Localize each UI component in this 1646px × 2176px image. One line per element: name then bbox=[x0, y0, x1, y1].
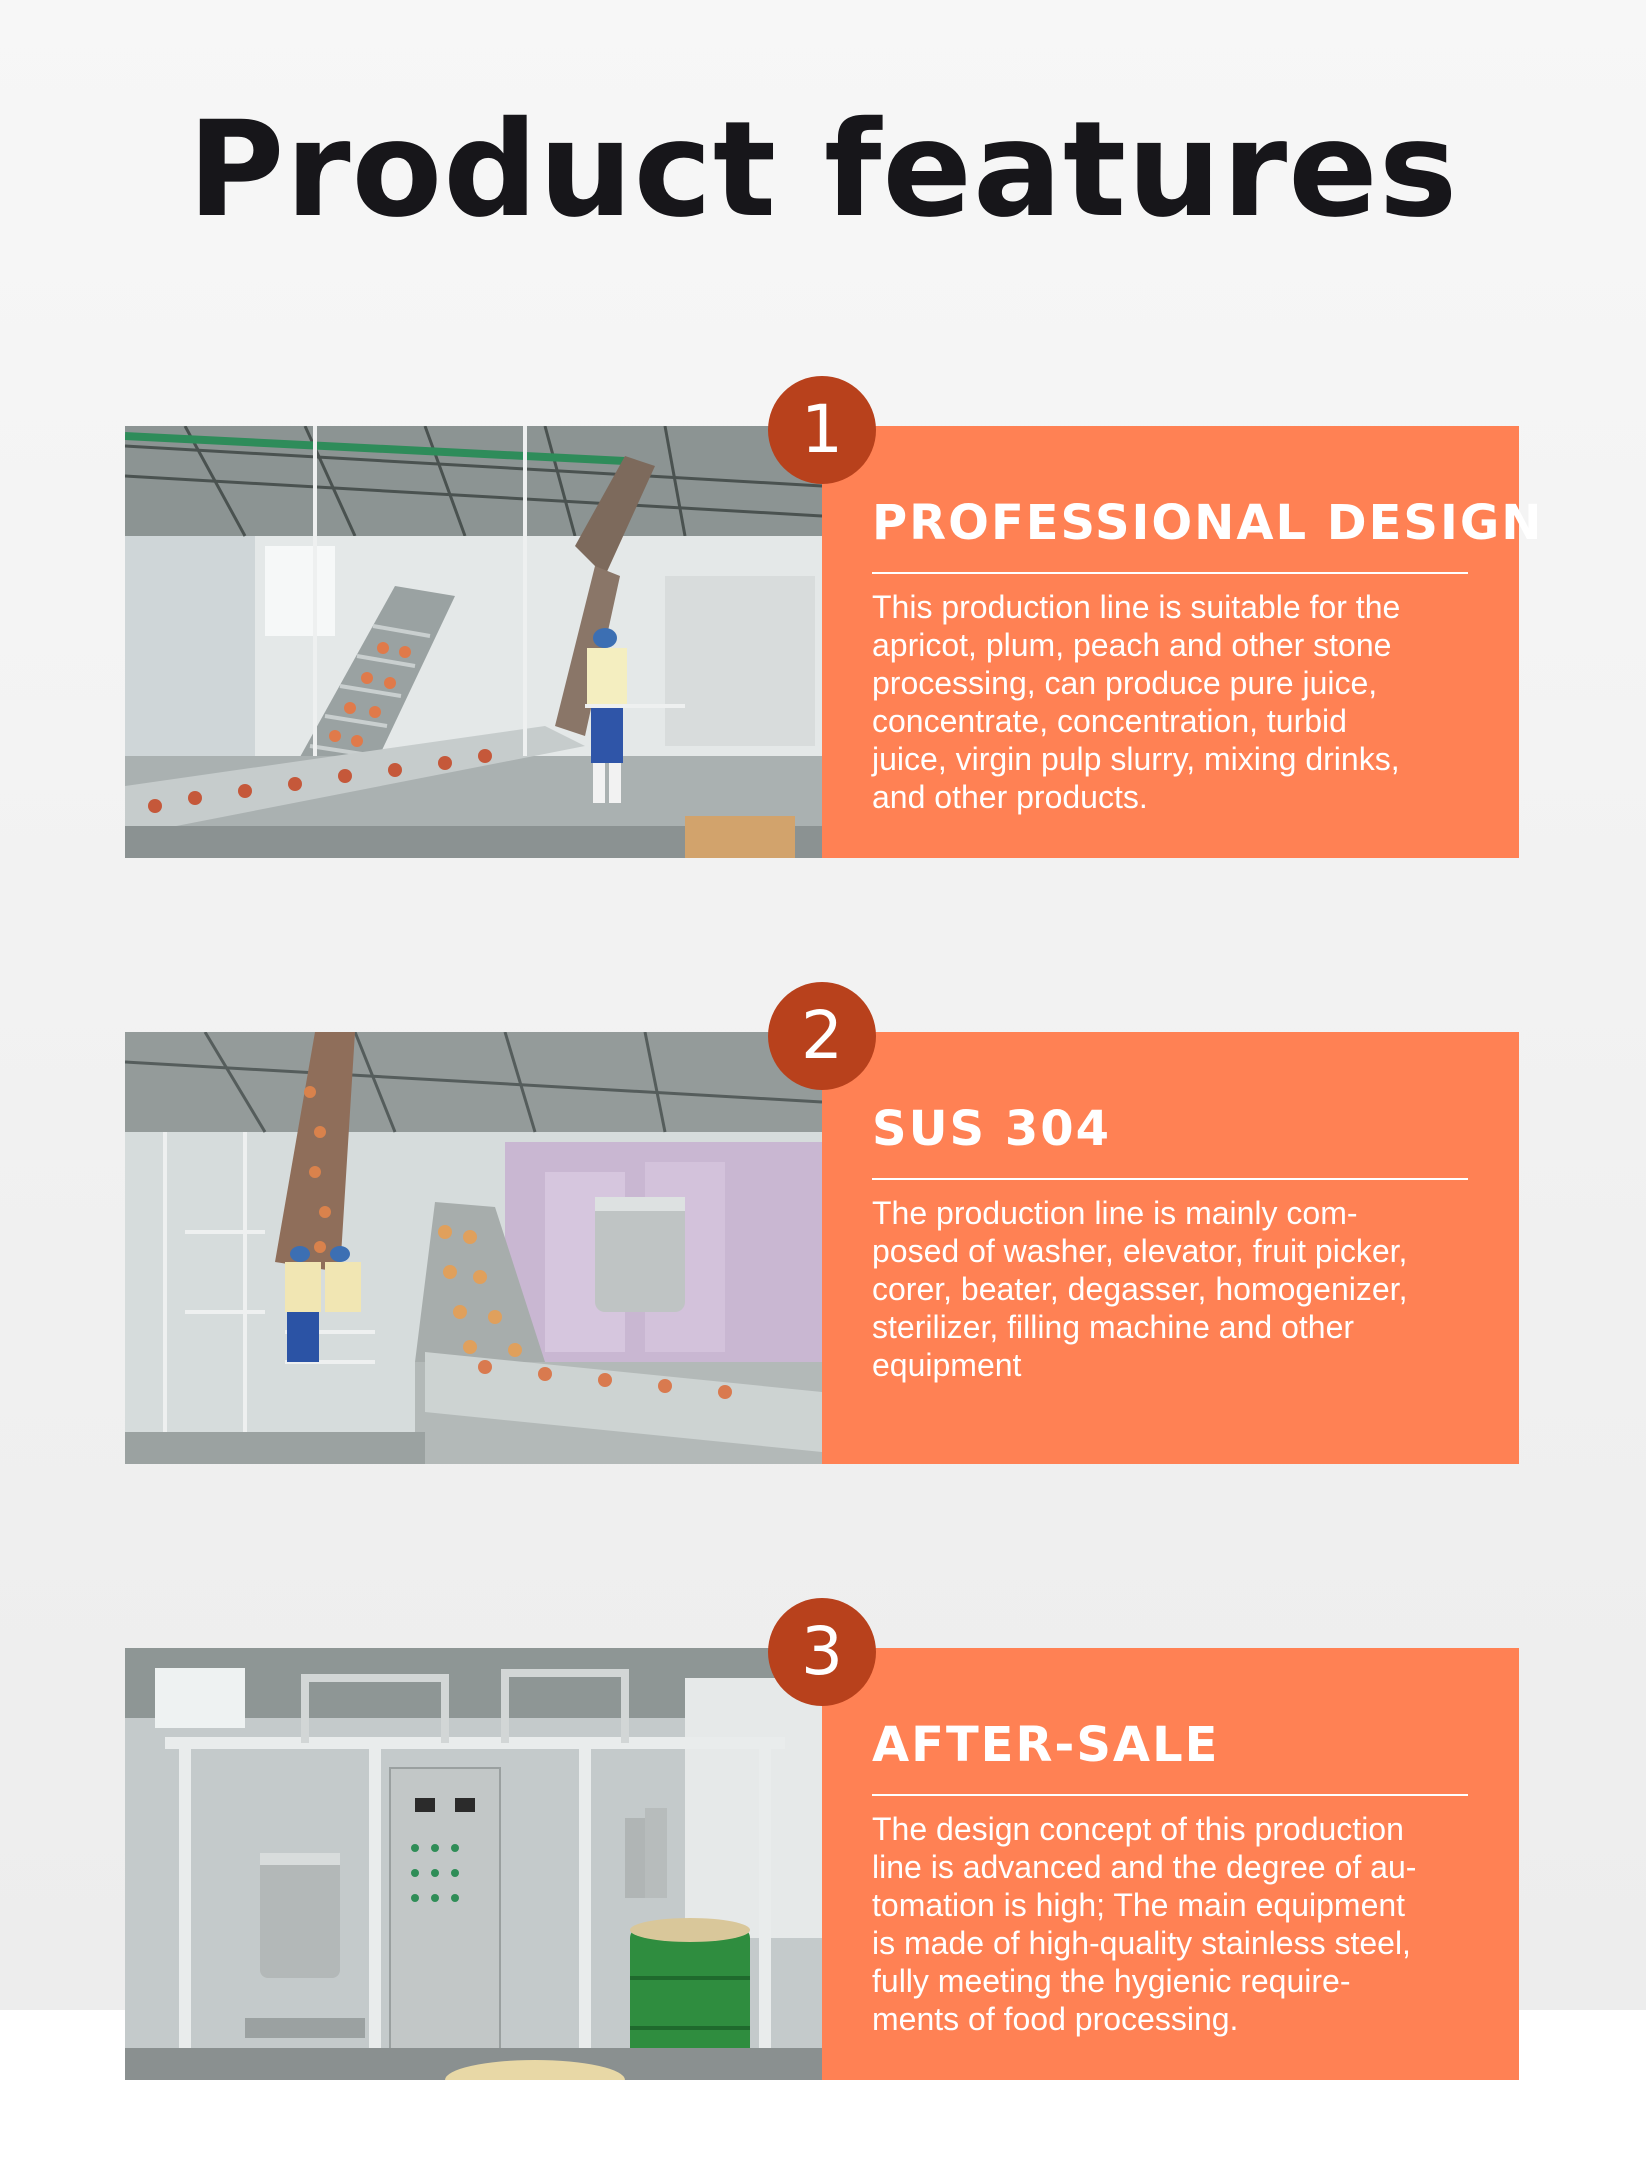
feature-number-badge-3: 3 bbox=[768, 1598, 876, 1706]
heading-divider-3 bbox=[872, 1794, 1468, 1796]
feature-description-2: The production line is mainly com- posed of washer, elevator, fruit picker, corer, beater, degasser, homogenizer, sterilizer, filling machine and other equipment bbox=[872, 1195, 1408, 1383]
factory-photo-washing-line bbox=[125, 426, 822, 858]
feature-description-3: The design concept of this production line is advanced and the degree of au- tomation is high; The main equipment is made of high-quality stainless steel, fully meeting the hygienic require- ments of food processing. bbox=[872, 1811, 1417, 2037]
feature-panel-3 bbox=[822, 1648, 1519, 2080]
feature-photo-1 bbox=[125, 426, 822, 858]
heading-divider-1 bbox=[872, 572, 1468, 574]
feature-photo-2 bbox=[125, 1032, 822, 1464]
feature-card-2 bbox=[125, 997, 1519, 1464]
feature-panel-1 bbox=[822, 426, 1544, 858]
feature-description-1: This production line is suitable for the apricot, plum, peach and other stone processing, can produce pure juice, concentrate, concentration, turbid juice, virgin pulp slurry, mixing drinks, and other products. bbox=[872, 589, 1401, 815]
page-title: Product features bbox=[187, 93, 1459, 247]
heading-divider-2 bbox=[872, 1178, 1468, 1180]
feature-number-badge-2: 2 bbox=[768, 982, 876, 1090]
factory-photo-filling-machine bbox=[125, 1648, 822, 2080]
factory-photo-elevator-washer bbox=[125, 1032, 822, 1464]
feature-photo-3 bbox=[125, 1648, 822, 2080]
feature-number-badge-1: 1 bbox=[768, 376, 876, 484]
feature-heading-3: AFTER-SALE bbox=[872, 1717, 1220, 1773]
feature-heading-2: SUS 304 bbox=[872, 1101, 1112, 1157]
feature-card-1 bbox=[125, 391, 1544, 858]
feature-card-3 bbox=[125, 1613, 1519, 2080]
feature-panel-2 bbox=[822, 1032, 1519, 1464]
feature-heading-1: PROFESSIONAL DESIGN bbox=[872, 495, 1544, 551]
